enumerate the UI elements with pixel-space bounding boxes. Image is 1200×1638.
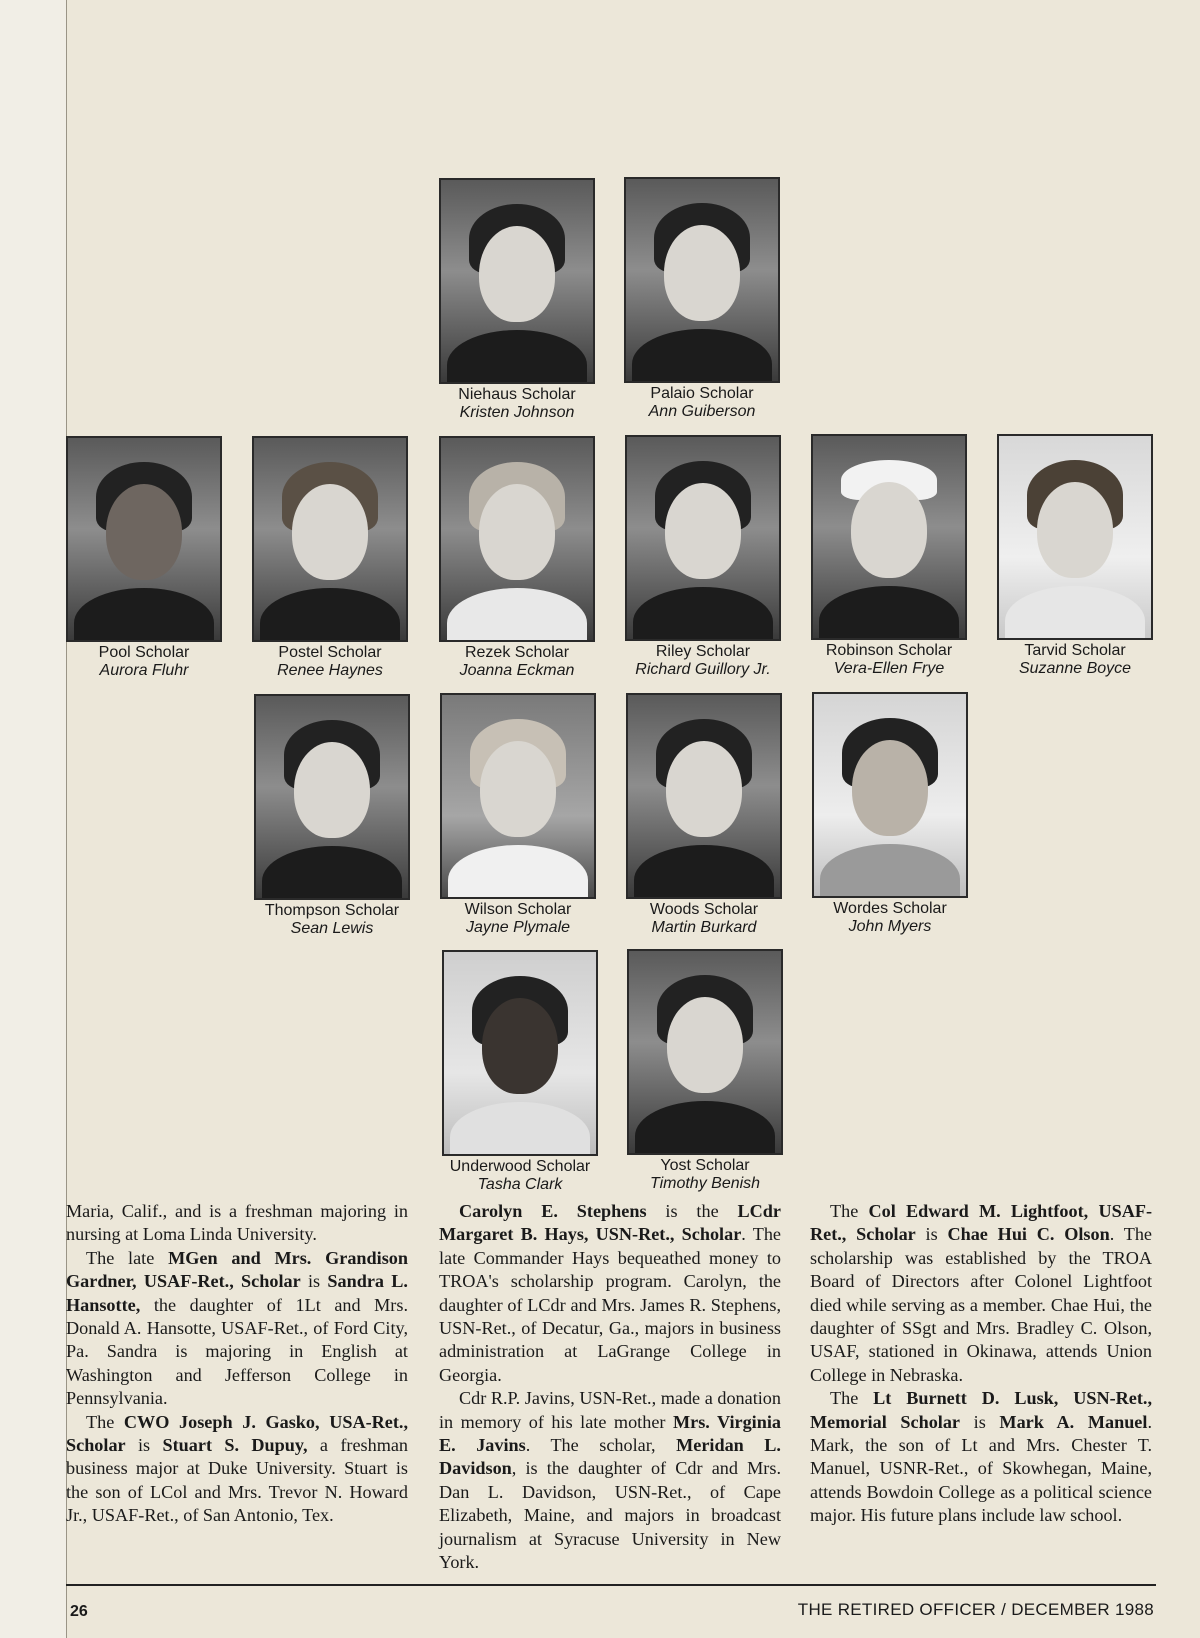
- page-number: 26: [70, 1603, 88, 1620]
- student-name: Kristen Johnson: [459, 404, 575, 421]
- scholar-card-riley: [625, 435, 781, 679]
- scholar-photo: [440, 693, 596, 899]
- bold-text: Stuart S. Dupuy,: [162, 1435, 308, 1456]
- paragraph-text: . Mark, the son of Lt and Mrs. Chester T. Manuel, USNR-Ret., of Skowhegan, Maine, attends Bowdoin College as a political science major. His future plans include law school.: [810, 1411, 1152, 1526]
- scholar-name: Pool Scholar: [98, 644, 190, 661]
- student-name: Richard Guillory Jr.: [635, 661, 771, 678]
- scholar-card-wilson: [440, 693, 596, 937]
- scholar-photo: [997, 434, 1153, 640]
- student-name: Renee Haynes: [277, 662, 383, 679]
- paragraph-text: . The scholar,: [525, 1435, 677, 1456]
- scholar-photo: [812, 692, 968, 898]
- student-name: Martin Burkard: [651, 919, 757, 936]
- paragraph: [810, 1200, 1152, 1387]
- paragraph: [66, 1411, 408, 1528]
- student-name: Tasha Clark: [477, 1176, 563, 1193]
- paragraph-text: Cdr R.P. Javins, USN-Ret., made a donation in memory of his late mother: [439, 1388, 781, 1432]
- paragraph-text: The: [830, 1388, 874, 1409]
- scholar-card-thompson: [254, 694, 410, 938]
- scholar-card-wordes: [812, 692, 968, 936]
- student-name: Joanna Eckman: [459, 662, 575, 679]
- bold-text: MGen and Mrs. Grandison Gardner, USAF-Ret., Scholar: [66, 1247, 408, 1292]
- paragraph: [66, 1200, 408, 1247]
- paragraph: [439, 1387, 781, 1574]
- scholar-photo: [442, 950, 598, 1156]
- page-binding-margin: [0, 0, 66, 1638]
- scholar-photo: [439, 436, 595, 642]
- paragraph-text: is: [915, 1224, 948, 1245]
- scholar-card-niehaus: [439, 178, 595, 422]
- student-name: Suzanne Boyce: [1018, 660, 1132, 677]
- paragraph-text: The: [86, 1411, 124, 1432]
- article-column-3: [810, 1200, 1152, 1528]
- scholar-card-pool: [66, 436, 222, 680]
- scholar-name: Niehaus Scholar: [458, 386, 576, 403]
- scholar-name: Riley Scholar: [655, 643, 751, 660]
- scholar-name: Wilson Scholar: [464, 901, 572, 918]
- scholar-photo: [252, 436, 408, 642]
- scholar-name: Wordes Scholar: [833, 900, 947, 917]
- scholar-name: Postel Scholar: [278, 644, 382, 661]
- bold-text: CWO Joseph J. Gasko, USA-Ret., Scholar: [66, 1411, 408, 1456]
- scholar-name: Tarvid Scholar: [1024, 642, 1126, 659]
- scholar-photo: [254, 694, 410, 900]
- bold-text: Col Edward M. Lightfoot, USAF-Ret., Scholar: [810, 1201, 1152, 1245]
- scholar-card-palaio: [624, 177, 780, 421]
- scholar-name: Underwood Scholar: [449, 1158, 591, 1175]
- publication-footer: THE RETIRED OFFICER / DECEMBER 1988: [797, 1600, 1154, 1619]
- student-name: Jayne Plymale: [465, 919, 571, 936]
- paragraph-text: , is the daughter of Cdr and Mrs. Dan L. Davidson, USN-Ret., of Cape Elizabeth, Maine, and majors in broadcast journalism at Syracuse University in New York.: [439, 1458, 781, 1573]
- scholar-name: Palaio Scholar: [650, 385, 754, 402]
- footer-rule: [66, 1584, 1156, 1586]
- student-name: Timothy Benish: [649, 1175, 761, 1192]
- scholar-photo: [626, 693, 782, 899]
- paragraph-text: Maria, Calif., and is a freshman majoring in nursing at Loma Linda University.: [66, 1201, 408, 1245]
- article-column-2: [439, 1200, 781, 1575]
- scholar-name: Yost Scholar: [660, 1157, 750, 1174]
- bold-text: Lt Burnett D. Lusk, USN-Ret., Memorial Scholar: [810, 1388, 1152, 1432]
- scholar-photo: [439, 178, 595, 384]
- bold-text: Mrs. Virginia E. Javins: [439, 1411, 781, 1456]
- paragraph-text: is: [125, 1435, 163, 1456]
- scholar-photo: [811, 434, 967, 640]
- paragraph: [66, 1247, 408, 1411]
- article-column-1: [66, 1200, 408, 1528]
- scholar-photo: [625, 435, 781, 641]
- bold-text: Carolyn E. Stephens: [459, 1201, 647, 1221]
- paragraph: [439, 1200, 781, 1387]
- scholar-photo: [627, 949, 783, 1155]
- scholar-name: Woods Scholar: [649, 901, 759, 918]
- student-name: Aurora Fluhr: [99, 662, 189, 679]
- scholar-name: Robinson Scholar: [825, 642, 953, 659]
- scholar-card-woods: [626, 693, 782, 937]
- student-name: John Myers: [848, 918, 932, 935]
- paragraph-text: The late: [86, 1247, 169, 1268]
- paragraph: [810, 1387, 1152, 1527]
- scholar-card-robinson: [811, 434, 967, 678]
- paragraph-text: the daughter of 1Lt and Mrs. Donald A. Hansotte, USAF-Ret., of Ford City, Pa. Sandra is majoring in English at Washington and Jefferson College in Pennsylvania.: [66, 1294, 408, 1409]
- paragraph-text: is: [960, 1411, 1000, 1432]
- paragraph-text: a freshman business major at Duke University. Stuart is the son of LCol and Mrs. Trevor N. Howard Jr., USAF-Ret., of San Antonio, Tex.: [66, 1435, 409, 1526]
- scholar-card-yost: [627, 949, 783, 1193]
- scholar-card-underwood: [442, 950, 598, 1194]
- student-name: Vera-Ellen Frye: [833, 660, 945, 677]
- paragraph-text: The: [830, 1201, 869, 1221]
- scholar-name: Thompson Scholar: [264, 902, 400, 919]
- bold-text: Sandra L. Hansotte,: [66, 1271, 408, 1315]
- scholar-photo: [66, 436, 222, 642]
- scholar-photo: [624, 177, 780, 383]
- scholar-card-rezek: [439, 436, 595, 680]
- bold-text: Meridan L. Davidson: [439, 1435, 781, 1479]
- scholar-card-postel: [252, 436, 408, 680]
- paragraph-text: . The late Commander Hays bequeathed money to TROA's scholarship program. Carolyn, the daughter of LCdr and Mrs. James R. Stephens, USN-Ret., of Decatur, Ga., majors in business administration at LaGrange College in Georgia.: [439, 1224, 781, 1385]
- paragraph-text: is: [300, 1271, 328, 1292]
- paragraph-text: . The scholarship was established by the TROA Board of Directors after Colonel Lightfoot died while serving as a member. Chae Hui, the daughter of SSgt and Mrs. Bradley C. Olson, USAF, stationed in Okinawa, attends Union College in Nebraska.: [810, 1224, 1152, 1385]
- student-name: Sean Lewis: [290, 920, 374, 937]
- scholar-name: Rezek Scholar: [464, 644, 570, 661]
- student-name: Ann Guiberson: [648, 403, 756, 420]
- bold-text: LCdr Margaret B. Hays, USN-Ret., Scholar: [439, 1201, 781, 1245]
- scholar-card-tarvid: [997, 434, 1153, 678]
- paragraph-text: is the: [646, 1201, 738, 1221]
- bold-text: Mark A. Manuel: [999, 1411, 1148, 1432]
- bold-text: Chae Hui C. Olson: [947, 1224, 1110, 1245]
